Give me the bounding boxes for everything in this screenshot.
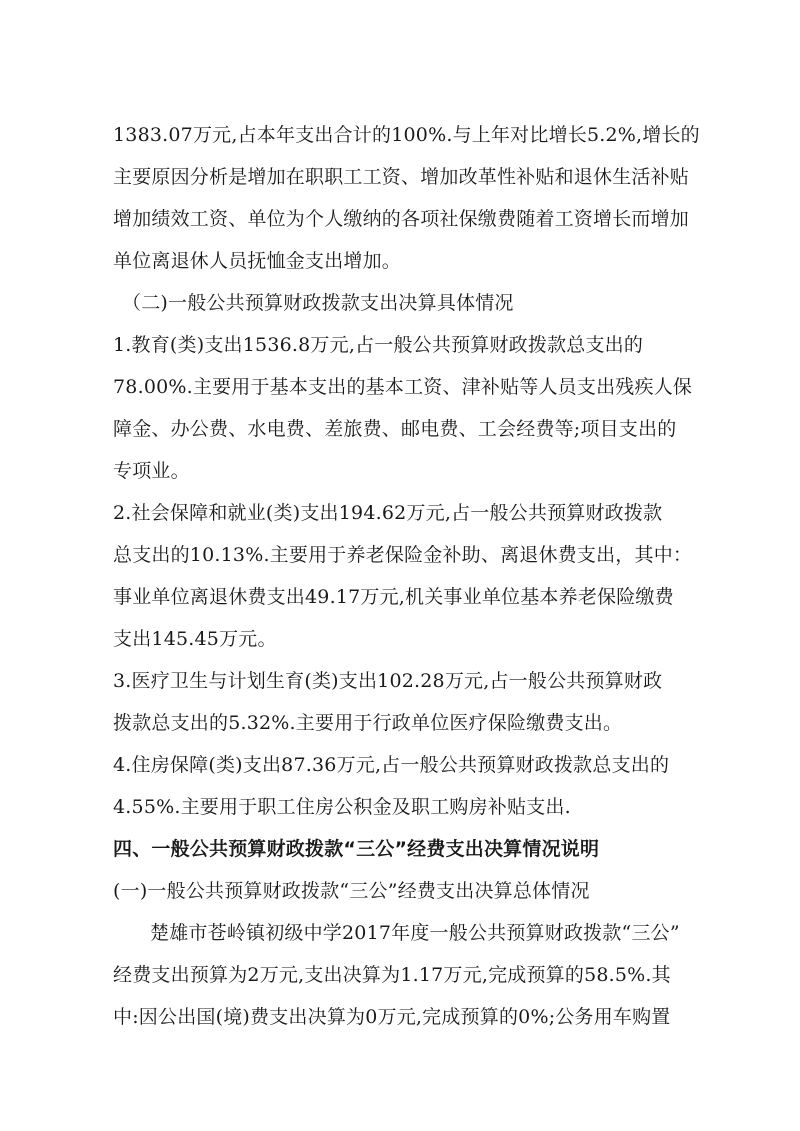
section-subheading: (一)一般公共预算财政拨款“三公”经费支出决算总体情况 — [113, 880, 590, 902]
text-line: 拨款总支出的5.32%.主要用于行政单位医疗保险缴费支出。 — [113, 712, 623, 734]
text-line: 增加绩效工资、单位为个人缴纳的各项社保缴费随着工资增长而增加 — [113, 208, 690, 230]
section-heading: 四、一般公共预算财政拨款“三公”经费支出决算情况说明 — [113, 838, 600, 860]
text-line: 主要原因分析是增加在职职工工资、增加改革性补贴和退休生活补贴 — [113, 166, 690, 188]
text-line: 支出145.45万元。 — [113, 628, 277, 650]
text-line: 78.00%.主要用于基本支出的基本工资、津补贴等人员支出残疾人保 — [113, 376, 693, 398]
text-line: 事业单位离退休费支出49.17万元,机关事业单位基本养老保险缴费 — [113, 586, 674, 608]
text-line: 总支出的10.13%.主要用于养老保险金补助、离退休费支出，其中： — [113, 544, 693, 566]
text-line: 2.社会保障和就业(类)支出194.62万元,占一般公共预算财政拨款 — [113, 502, 663, 524]
text-line: 4.住房保障(类)支出87.36万元,占一般公共预算财政拨款总支出的 — [113, 754, 670, 776]
text-line: 专项业。 — [113, 460, 190, 482]
text-line: 经费支出预算为2万元,支出决算为1.17万元,完成预算的58.5%.其 — [113, 964, 671, 986]
text-line: 3.医疗卫生与计划生育(类)支出102.28万元,占一般公共预算财政 — [113, 670, 663, 692]
text-line: 单位离退休人员抚恤金支出增加。 — [113, 250, 402, 272]
text-line: 4.55%.主要用于职工住房公积金及职工购房补贴支出. — [113, 796, 571, 818]
text-line: 1.教育(类)支出1536.8万元,占一般公共预算财政拨款总支出的 — [113, 334, 644, 356]
text-line: 1383.07万元,占本年支出合计的100%.与上年对比增长5.2%,增长的 — [113, 124, 700, 146]
text-line: 障金、办公费、水电费、差旅费、邮电费、工会经费等;项目支出的 — [113, 418, 677, 440]
section-subheading: （二)一般公共预算财政拨款支出决算具体情况 — [122, 292, 514, 314]
text-line: 中:因公出国(境)费支出决算为0万元,完成预算的0%;公务用车购置 — [113, 1006, 671, 1028]
text-line: 楚雄市苍岭镇初级中学2017年度一般公共预算财政拨款“三公” — [150, 922, 680, 944]
